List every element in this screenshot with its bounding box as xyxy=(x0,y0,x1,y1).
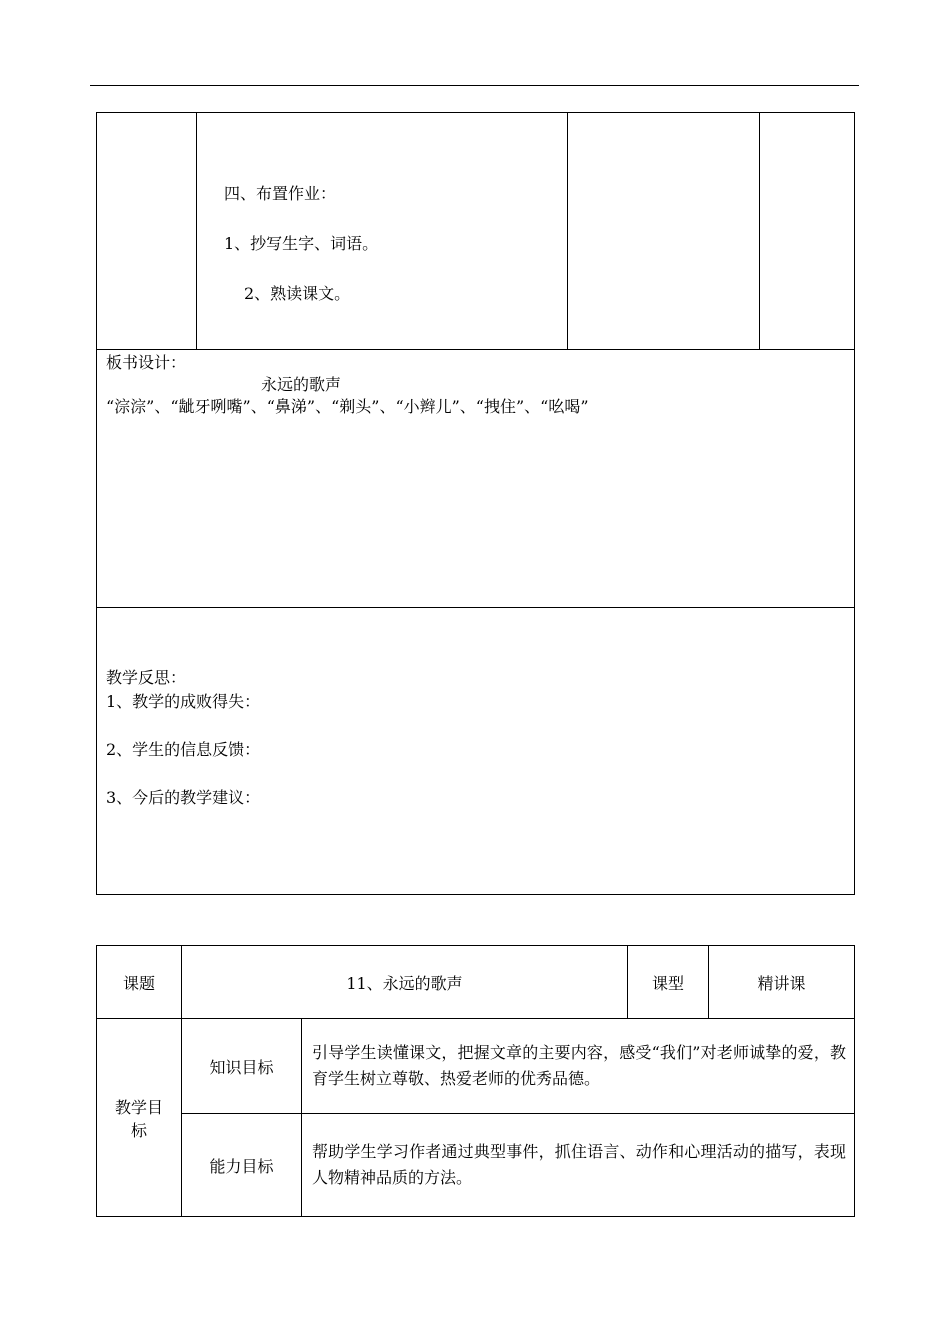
lesson-info-table xyxy=(96,945,855,1217)
header-rule xyxy=(90,85,859,86)
lesson-type-value: 精讲课 xyxy=(709,946,855,1019)
topic-row xyxy=(97,946,855,1019)
blank-cell xyxy=(97,113,197,350)
board-design-label: 板书设计： xyxy=(106,353,187,372)
reflection-item: 1、教学的成败得失： xyxy=(106,692,261,711)
topic-value: 11、永远的歌声 xyxy=(182,946,628,1019)
board-design-cell xyxy=(97,350,855,608)
ability-goal-label: 能力目标 xyxy=(182,1114,302,1217)
homework-item: 2、熟读课文。 xyxy=(244,284,351,303)
reflection-label: 教学反思： xyxy=(106,668,187,687)
board-design-title: 永远的歌声 xyxy=(261,375,342,394)
homework-row xyxy=(97,113,855,350)
reflection-item: 2、学生的信息反馈： xyxy=(106,740,261,759)
knowledge-goal-content: 引导学生读懂课文，把握文章的主要内容，感受“我们”对老师诚挚的爱，教育学生树立尊敬、热爱老师的优秀品德。 xyxy=(312,1043,846,1088)
lesson-type-label: 课型 xyxy=(628,946,709,1019)
topic-label: 课题 xyxy=(97,946,182,1019)
knowledge-goal-label: 知识目标 xyxy=(182,1019,302,1114)
homework-cell xyxy=(197,113,568,350)
reflection-item: 3、今后的教学建议： xyxy=(106,788,261,807)
homework-heading: 四、布置作业： xyxy=(224,184,337,203)
lesson-plan-continuation-table xyxy=(96,112,855,895)
homework-item: 1、抄写生字、词语。 xyxy=(224,234,379,253)
blank-cell xyxy=(760,113,855,350)
knowledge-goal-row xyxy=(97,1019,855,1114)
board-design-words: “淙淙”、“龇牙咧嘴”、“鼻涕”、“剃头”、“小辫儿”、“拽住”、“吆喝” xyxy=(106,397,589,416)
knowledge-goal-text xyxy=(302,1019,855,1114)
ability-goal-text xyxy=(302,1114,855,1217)
ability-goal-content: 帮助学生学习作者通过典型事件，抓住语言、动作和心理活动的描写，表现人物精神品质的方法。 xyxy=(312,1142,846,1187)
teaching-goals-label xyxy=(97,1019,182,1217)
teaching-goals-label-line: 标 xyxy=(130,1120,147,1140)
teaching-goals-label-line: 教学目 xyxy=(114,1097,163,1117)
ability-goal-row xyxy=(97,1114,855,1217)
board-design-row xyxy=(97,350,855,608)
blank-cell xyxy=(568,113,760,350)
reflection-row xyxy=(97,608,855,895)
reflection-cell xyxy=(97,608,855,895)
